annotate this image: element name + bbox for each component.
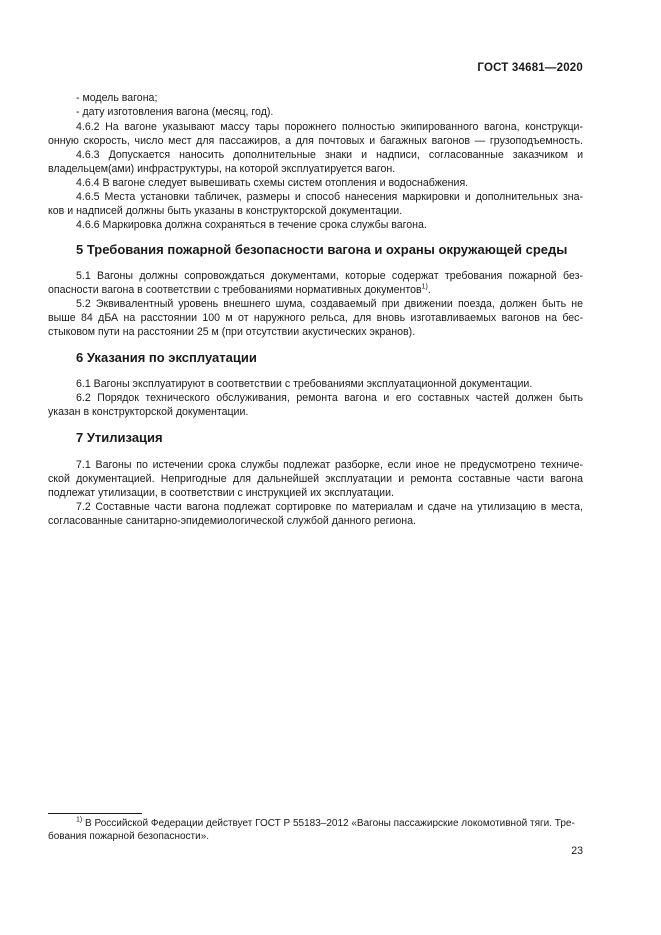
paragraph-line: указан в конструкторской документации. bbox=[48, 406, 249, 418]
footnote-separator bbox=[48, 813, 142, 814]
paragraph-line: 5.2 Эквивалентный уровень внешнего шума, создаваемый при движении поезда, должен быть не bbox=[76, 298, 583, 310]
paragraph-line: стыковом пути на расстоянии 25 м (при отсутствии акустических экранов). bbox=[48, 326, 416, 338]
paragraph-line: 7.1 Вагоны по истечении срока службы подлежат разборке, если иное не предусмотрено техниче- bbox=[76, 459, 583, 471]
paragraph-line: 6.1 Вагоны эксплуатируют в соответствии с требованиями эксплуатационной документации. bbox=[76, 378, 533, 390]
paragraph-line: 4.6.3 Допускается наносить дополнительные знаки и надписи, согласованные заказчиком и bbox=[76, 149, 583, 161]
footnote-text: В Российской Федерации действует ГОСТ Р 55183–2012 «Вагоны пассажирские локомотивной тяги. Тре- bbox=[82, 818, 575, 829]
paragraph-text: опасности вагона в соответствии с требованиями нормативных документов bbox=[48, 284, 422, 296]
paragraph-line: владельцем(ами) инфраструктуры, на которой эксплуатируется вагон. bbox=[48, 163, 396, 175]
paragraph-line: согласованные санитарно-эпидемиологической службой данного региона. bbox=[48, 515, 416, 527]
paragraph-line: 5.1 Вагоны должны сопровождаться документами, которые содержат требования пожарной без- bbox=[76, 270, 583, 282]
page-number: 23 bbox=[571, 845, 583, 857]
footnote-continuation: бования пожарной безопасности». bbox=[48, 831, 210, 842]
footnote-reference: 1) bbox=[421, 283, 428, 291]
paragraph-line: подлежат утилизации, в соответствии с инструкцией их эксплуатации. bbox=[48, 487, 394, 499]
paragraph-line: 4.6.2 На вагоне указывают массу тары порожнего полностью экипированного вагона, конструкци- bbox=[76, 121, 583, 133]
paragraph-line: 4.6.6 Маркировка должна сохраняться в течение срока службы вагона. bbox=[76, 219, 427, 231]
paragraph-line bbox=[48, 284, 431, 297]
paragraph-line: онную скорость, число мест для пассажиров, а для почтовых и багажных вагонов — грузоподъемность. bbox=[48, 135, 583, 147]
paragraph-line: 4.6.5 Места установки табличек, размеры и способ нанесения маркировки и дополнительных зна- bbox=[76, 191, 583, 203]
section-heading-5: 5 Требования пожарной безопасности вагона и охраны окружающей среды bbox=[76, 242, 568, 257]
section-heading-6: 6 Указания по эксплуатации bbox=[76, 350, 257, 365]
paragraph-line: выше 84 дБА на расстоянии 100 м от наружного рельса, для вновь изготавливаемых вагонов на бес- bbox=[48, 312, 583, 324]
paragraph-line: 6.2 Порядок технического обслуживания, ремонта вагона и его составных частей должен быть bbox=[76, 392, 583, 404]
list-item: - дату изготовления вагона (месяц, год). bbox=[76, 106, 274, 118]
section-heading-7: 7 Утилизация bbox=[76, 430, 163, 445]
footnote bbox=[76, 818, 575, 830]
document-code-header: ГОСТ 34681—2020 bbox=[477, 62, 583, 74]
footnote-mark: 1) bbox=[76, 816, 83, 824]
paragraph-line: 7.2 Составные части вагона подлежат сортировке по материалам и сдаче на утилизацию в места, bbox=[76, 501, 583, 513]
paragraph-line: 4.6.4 В вагоне следует вывешивать схемы систем отопления и водоснабжения. bbox=[76, 177, 469, 189]
list-item: - модель вагона; bbox=[76, 92, 158, 104]
paragraph-text-end: . bbox=[427, 284, 431, 296]
paragraph-line: ков и надписей должны быть указаны в конструкторской документации. bbox=[48, 205, 403, 217]
paragraph-line: ской документацией. Непригодные для дальнейшей эксплуатации и ремонта составные части вагона bbox=[48, 473, 583, 485]
